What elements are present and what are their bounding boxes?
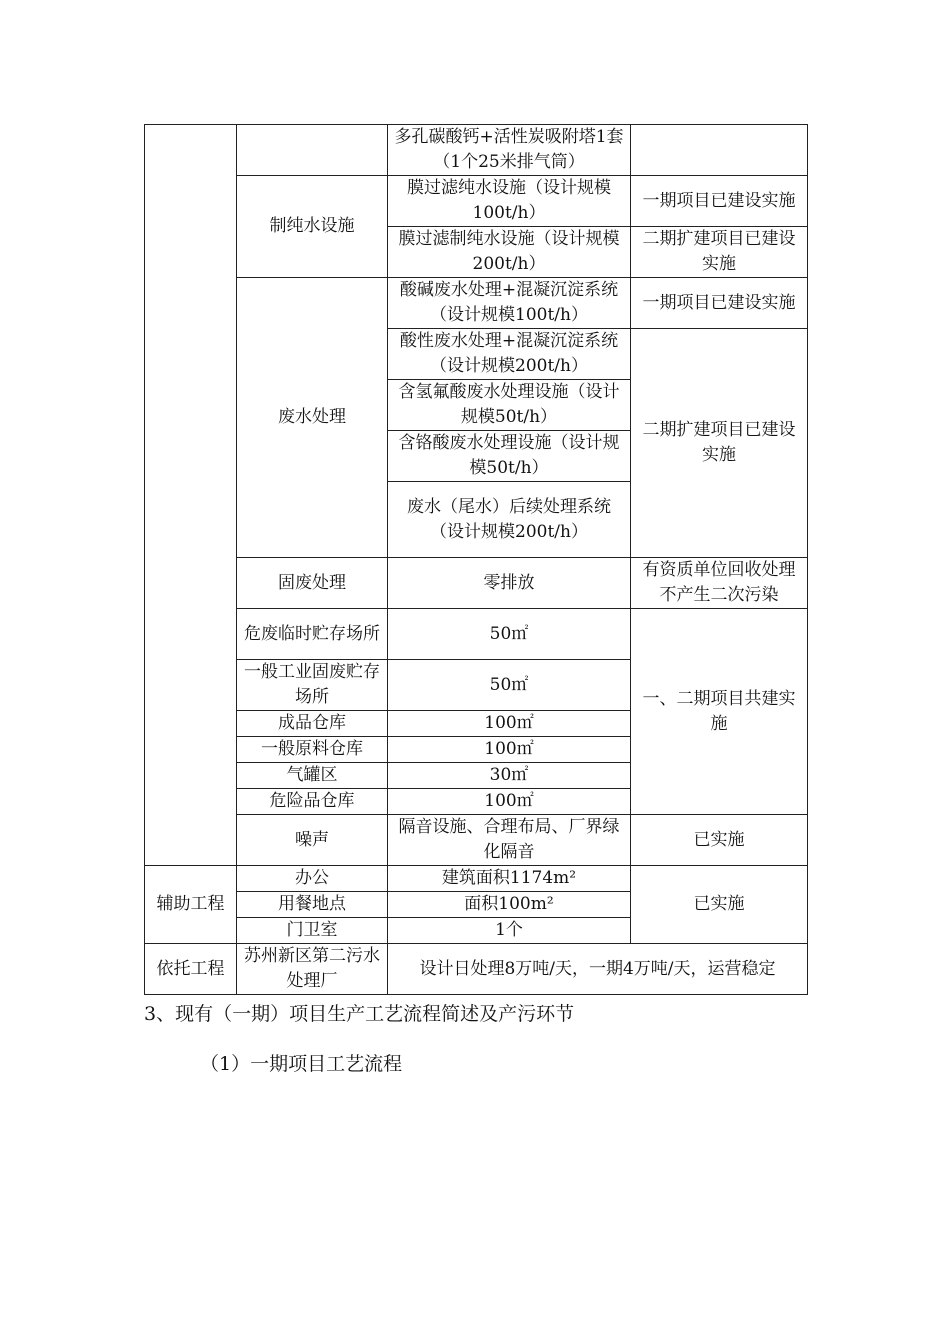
item-cell-solid-waste: 固废处理 [237, 558, 388, 609]
status-cell-pure-water-1: 一期项目已建设实施 [631, 176, 808, 227]
item-cell-office: 办公 [237, 866, 388, 892]
status-cell-auxiliary: 已实施 [631, 866, 808, 944]
item-cell-hazardous-temp: 危废临时贮存场所 [237, 609, 388, 660]
value-cell-dangerous-goods: 100㎡ [388, 789, 631, 815]
facility-cell-waste-gas: 多孔碳酸钙+活性炭吸附塔1套（1个25米排气筒） [388, 125, 631, 176]
item-cell-wastewater: 废水处理 [237, 278, 388, 558]
value-cell-product-warehouse: 100㎡ [388, 711, 631, 737]
item-cell-dining: 用餐地点 [237, 892, 388, 918]
value-cell-gas-tank: 30㎡ [388, 763, 631, 789]
category-cell-auxiliary: 辅助工程 [145, 866, 237, 944]
status-cell-wastewater-group: 二期扩建项目已建设实施 [631, 329, 808, 558]
facility-cell-solid-waste: 零排放 [388, 558, 631, 609]
item-cell-raw-warehouse: 一般原料仓库 [237, 737, 388, 763]
item-cell-relied: 苏州新区第二污水处理厂 [237, 944, 388, 995]
project-composition-table [144, 124, 808, 995]
facility-cell-noise: 隔音设施、合理布局、厂界绿化隔音 [388, 815, 631, 866]
item-cell-waste-gas [237, 125, 388, 176]
category-cell-relied: 依托工程 [145, 944, 237, 995]
item-cell-pure-water: 制纯水设施 [237, 176, 388, 278]
status-cell-noise: 已实施 [631, 815, 808, 866]
facility-cell-pure-water-2: 膜过滤制纯水设施（设计规模200t/h） [388, 227, 631, 278]
item-cell-product-warehouse: 成品仓库 [237, 711, 388, 737]
item-cell-general-solid: 一般工业固废贮存场所 [237, 660, 388, 711]
status-cell-wastewater-1: 一期项目已建设实施 [631, 278, 808, 329]
facility-cell-wastewater-1: 酸碱废水处理+混凝沉淀系统（设计规模100t/h） [388, 278, 631, 329]
status-cell-pure-water-2: 二期扩建项目已建设实施 [631, 227, 808, 278]
facility-cell-pure-water-1: 膜过滤纯水设施（设计规模100t/h） [388, 176, 631, 227]
section-heading: 3、现有（一期）项目生产工艺流程简述及产污环节 [144, 1003, 575, 1025]
item-cell-guard: 门卫室 [237, 918, 388, 944]
subsection-heading: （1）一期项目工艺流程 [200, 1053, 403, 1075]
description-cell-relied: 设计日处理8万吨/天，一期4万吨/天，运营稳定 [388, 944, 808, 995]
value-cell-general-solid: 50㎡ [388, 660, 631, 711]
category-cell-environmental [145, 125, 237, 866]
value-cell-dining: 面积100m² [388, 892, 631, 918]
value-cell-raw-warehouse: 100㎡ [388, 737, 631, 763]
facility-cell-wastewater-5: 废水（尾水）后续处理系统（设计规模200t/h） [388, 482, 631, 558]
value-cell-office: 建筑面积1174m² [388, 866, 631, 892]
status-cell-waste-gas [631, 125, 808, 176]
facility-cell-wastewater-3: 含氢氟酸废水处理设施（设计规模50t/h） [388, 380, 631, 431]
status-cell-solid-waste: 有资质单位回收处理不产生二次污染 [631, 558, 808, 609]
item-cell-noise: 噪声 [237, 815, 388, 866]
value-cell-hazardous-temp: 50㎡ [388, 609, 631, 660]
status-cell-storage-group: 一、二期项目共建实施 [631, 609, 808, 815]
value-cell-guard: 1个 [388, 918, 631, 944]
item-cell-gas-tank: 气罐区 [237, 763, 388, 789]
facility-cell-wastewater-4: 含铬酸废水处理设施（设计规模50t/h） [388, 431, 631, 482]
item-cell-dangerous-goods: 危险品仓库 [237, 789, 388, 815]
facility-cell-wastewater-2: 酸性废水处理+混凝沉淀系统（设计规模200t/h） [388, 329, 631, 380]
